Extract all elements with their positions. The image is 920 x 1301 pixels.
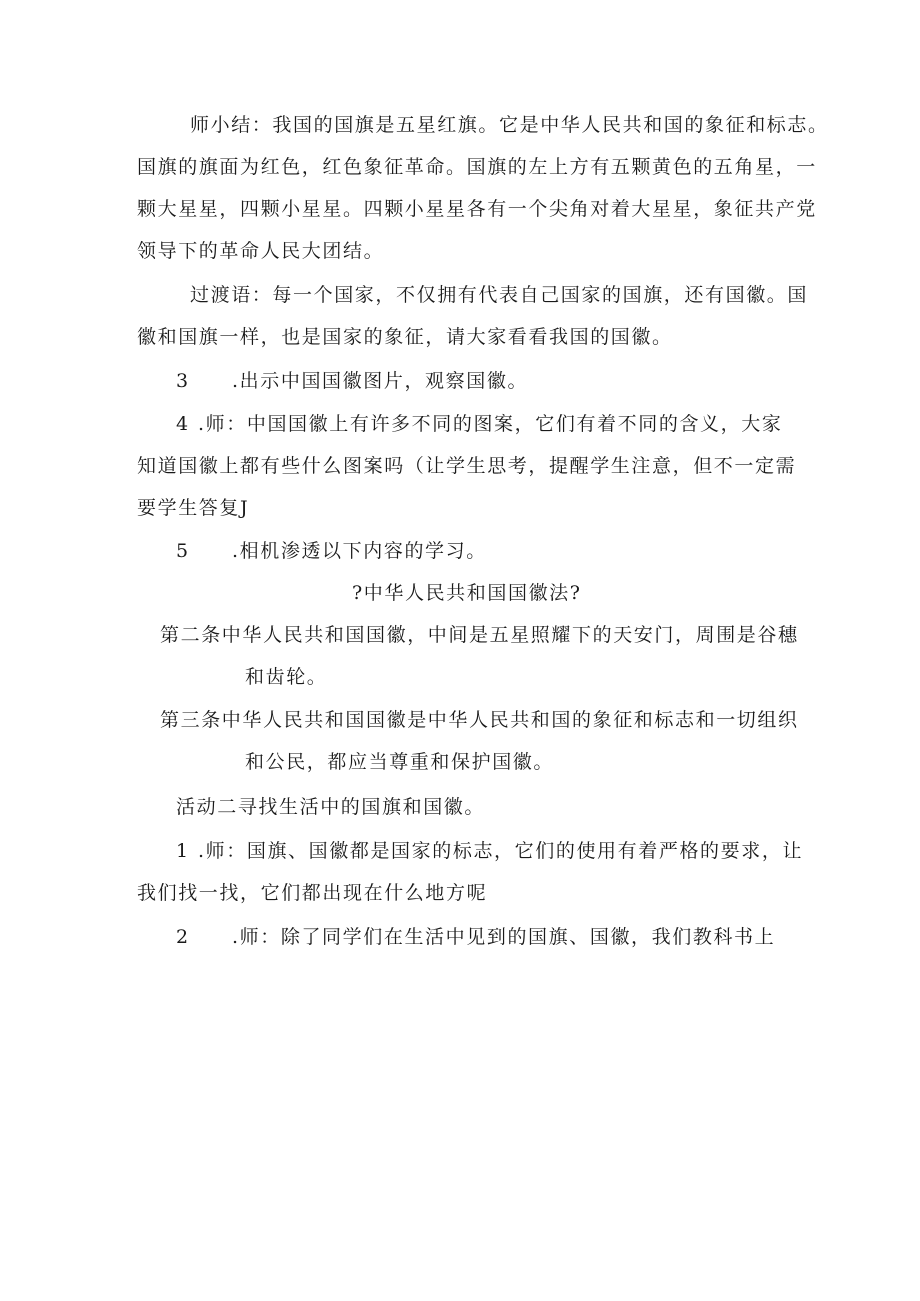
item-4-number: 4: [176, 413, 190, 435]
activity-item-2-text: .师：除了同学们在生活中见到的国旗、国徽，我们教科书上: [232, 926, 776, 948]
item-5: [176, 539, 487, 563]
activity-item-1-line-1: [176, 839, 803, 863]
item-4-line-1: [176, 412, 782, 436]
article-3-line-2: 和公民，都应当尊重和保护国徽。: [245, 751, 555, 773]
article-2-line-1: 第二条中华人民共和国国徽，中间是五星照耀下的天安门，周围是谷穗: [160, 624, 799, 646]
summary-line-3: 颗大星星，四颗小星星。四颗小星星各有一个尖角对着大星星，象征共产党: [137, 198, 817, 220]
summary-line-4: 领导下的革命人民大团结。: [137, 240, 385, 262]
item-4-line-2: 知道国徽上都有些什么图案吗（让学生思考，提醒学生注意，但不一定需: [137, 455, 797, 477]
activity-item-2: [176, 925, 775, 949]
item-4-line-3: 要学生答复J: [137, 497, 250, 519]
item-3: [176, 369, 528, 393]
item-5-text: .相机渗透以下内容的学习。: [232, 540, 487, 562]
transition-line-2: 徽和国旗一样，也是国家的象征，请大家看看我国的国徽。: [137, 326, 673, 348]
article-3-line-1: 第三条中华人民共和国国徽是中华人民共和国的象征和标志和一切组织: [160, 709, 799, 731]
activity-2-heading: 活动二寻找生活中的国旗和国徽。: [176, 796, 486, 818]
item-3-number: 3: [176, 370, 190, 392]
summary-line-1: 师小结：我国的国旗是五星红旗。它是中华人民共和国的象征和标志。: [190, 114, 829, 136]
item-5-number: 5: [176, 540, 190, 562]
transition-line-1: 过渡语：每一个国家，不仅拥有代表自己国家的国旗，还有国徽。国: [190, 284, 809, 306]
law-title: ?中华人民共和国国徽法?: [352, 582, 582, 604]
activity-item-1-line-2: 我们找一找，它们都出现在什么地方呢: [137, 882, 488, 904]
item-3-text: .出示中国国徽图片，观察国徽。: [232, 370, 529, 392]
article-2-line-2: 和齿轮。: [245, 666, 328, 688]
summary-line-2: 国旗的旗面为红色，红色象征革命。国旗的左上方有五颗黄色的五角星，一: [137, 156, 817, 178]
item-4-text: .师：中国国徽上有许多不同的图案，它们有着不同的含义，大家: [198, 413, 783, 435]
activity-item-1-number: 1: [176, 840, 190, 862]
activity-item-1-text: .师：国旗、国徽都是国家的标志，它们的使用有着严格的要求，让: [198, 840, 804, 862]
activity-item-2-number: 2: [176, 926, 190, 948]
